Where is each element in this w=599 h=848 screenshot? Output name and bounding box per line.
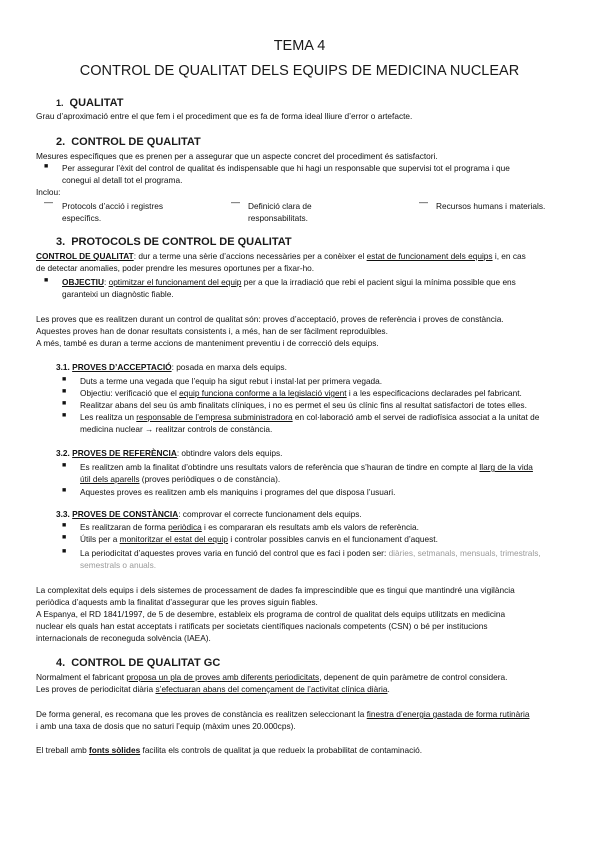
bullet-text	[62, 277, 516, 288]
bullet-text	[80, 548, 541, 559]
grey-text: semestrals o anuals.	[80, 560, 157, 570]
underlined-text: responsable de l’empresa subministradora	[136, 412, 293, 422]
text: i controlar possibles canvis en el funcionament d’aquest.	[228, 534, 438, 544]
section-title: CONTROL DE QUALITAT	[71, 136, 201, 148]
bullet-text: Realitzar abans del seu ús amb finalitats clíniques, i no es permet el seu ús clínic fins al resultat satisfactori de totes elles.	[80, 400, 527, 410]
bullet-icon: ■	[62, 548, 67, 555]
text: De forma general, es recomana que les proves de constància es realitzen seleccionant la	[36, 709, 367, 719]
bullet-text: medicina nuclear → realitzar controls de constància.	[80, 424, 273, 434]
text: Les proves de periodicitat diària	[36, 684, 156, 694]
underlined-text: periòdica	[168, 522, 202, 532]
list-item: específics.	[62, 213, 102, 223]
bullet-icon: ■	[62, 376, 67, 383]
list-item: Definició clara de	[248, 201, 312, 211]
underlined-text: finestra d’energia gastada de forma rutinària	[366, 709, 530, 719]
term: OBJECTIU	[62, 277, 104, 287]
bullet-icon: ■	[62, 388, 67, 395]
section-4-heading	[56, 657, 220, 669]
section-title: CONTROL DE QUALITAT GC	[71, 657, 221, 669]
section-3-heading	[56, 236, 292, 248]
list-item: responsabilitats.	[248, 213, 308, 223]
document-title: TEMA 4	[273, 38, 326, 54]
paragraph: Aquestes proves han de donar resultats consistents i, a més, han de ser fàcilment reproduïbles.	[36, 326, 388, 336]
text: Es realitzaran de forma	[80, 522, 169, 532]
term: fonts sòlides	[89, 745, 141, 755]
section-title: PROTOCOLS DE CONTROL DE QUALITAT	[71, 236, 292, 248]
bullet-icon: ■	[62, 400, 67, 407]
underlined-text: monitoritzar el estat del equip	[119, 534, 229, 544]
list-item: Recursos humans i materials.	[436, 201, 546, 211]
paragraph: internacionals de reconeguda solvència (IAEA).	[36, 633, 211, 643]
paragraph: Grau d’aproximació entre el que fem i el procediment que es fa de forma ideal lliure d’error o artefacte.	[36, 111, 413, 121]
bullet-text: Per assegurar l’èxit del control de qualitat és indispensable que hi hagi un responsable que supervisi tot el programa i que	[62, 163, 510, 173]
subsection-title: PROVES D’ACCEPTACIÓ	[72, 362, 172, 372]
section-2-heading	[56, 136, 201, 148]
text: : dur a terme una sèrie d’accions necessàries per a conèixer el	[133, 251, 367, 261]
text: Es realitzen amb la finalitat d’obtindre uns resultats valors de referència que s’hauran de tindre en compte al	[80, 462, 480, 472]
text: facilita els controls de qualitat ja que redueix la probabilitat de contaminació.	[140, 745, 423, 755]
bullet-icon: ■	[62, 522, 67, 529]
paragraph: periòdica d’aquests amb la finalitat d’assegurar que les proves siguin fiables.	[36, 597, 318, 607]
paragraph: i amb una taxa de dosis que no saturi l’equip (màxim unes 20.000cps).	[36, 721, 296, 731]
bullet-icon: ■	[62, 534, 67, 541]
paragraph: de detectar anomalies, poder prendre les mesures oportunes per a fixar-ho.	[36, 263, 315, 273]
text: Les realitza un	[80, 412, 137, 422]
subsection-3-2-heading	[56, 448, 282, 459]
bullet-icon: ■	[44, 163, 49, 170]
paragraph: Mesures específiques que es prenen per a assegurar que un aspecte concret del procediment és satisfactori.	[36, 151, 438, 161]
text: Objectiu: verificació que el	[80, 388, 180, 398]
paragraph	[36, 251, 526, 262]
paragraph: A Espanya, el RD 1841/1997, de 5 de desembre, estableix els programa de control de qualitat dels equips utilitzats en medicina	[36, 609, 506, 619]
bullet-icon: ■	[62, 462, 67, 469]
paragraph	[36, 745, 422, 756]
bullet-text: garanteixi un diagnòstic fiable.	[62, 289, 174, 299]
bullet-text	[80, 534, 438, 545]
text: i es compararan els resultats amb els valors de referència.	[201, 522, 419, 532]
bullet-text	[80, 474, 280, 485]
subsection-number: 3.3.	[56, 509, 70, 519]
text: i a les especificacions declarades pel fabricant.	[346, 388, 522, 398]
paragraph	[36, 672, 507, 683]
subsection-3-1-heading	[56, 362, 287, 373]
document-subtitle: CONTROL DE QUALITAT DELS EQUIPS DE MEDICINA NUCLEAR	[79, 63, 520, 79]
underlined-text: útil dels aparells	[80, 474, 140, 484]
bullet-text	[80, 388, 522, 399]
dash-icon: —	[44, 197, 53, 207]
bullet-icon: ■	[62, 487, 67, 494]
section-number: 3.	[56, 236, 66, 248]
bullet-text	[80, 412, 539, 423]
bullet-text: Duts a terme una vegada que l’equip ha sigut rebut i instal·lat per primera vegada.	[80, 376, 383, 386]
underlined-text: s’efectuaran abans del començament de l’activitat clínica diària	[155, 684, 388, 694]
subsection-title: PROVES DE REFERÈNCIA	[72, 448, 177, 458]
text: Útils per a	[80, 534, 120, 544]
bullet-text	[80, 522, 419, 533]
underlined-text: equip funciona conforme a la legislació vigent	[179, 388, 347, 398]
grey-text: diàries, setmanals, mensuals, trimestrals,	[388, 548, 541, 558]
paragraph: La complexitat dels equips i dels sistemes de processament de dades fa imprescindible que es tingui que mantindré una vigilància	[36, 585, 515, 595]
paragraph	[36, 684, 390, 695]
text: i, en cas	[492, 251, 526, 261]
underlined-text: estat de funcionament dels equips	[366, 251, 493, 261]
text: : obtindre valors dels equips.	[176, 448, 283, 458]
list-item: Protocols d’acció i registres	[62, 201, 163, 211]
text: (proves periòdiques o de constància).	[139, 474, 281, 484]
bullet-icon: ■	[44, 277, 49, 284]
underlined-text: optimitzar el funcionament del equip	[108, 277, 242, 287]
paragraph: Les proves que es realitzen durant un control de qualitat són: proves d’acceptació, proves de referència i proves de constància.	[36, 314, 504, 324]
paragraph: nuclear els quals han estat acceptats i ratificats per societats científiques nacionals competents (CSN) o bé per institucions	[36, 621, 488, 631]
paragraph	[36, 709, 530, 720]
underlined-text: proposa un pla de proves amb diferents periodicitats	[126, 672, 320, 682]
dash-icon: —	[231, 197, 240, 207]
subsection-title: PROVES DE CONSTÀNCIA	[72, 509, 179, 519]
text: .	[387, 684, 390, 694]
paragraph: Inclou:	[36, 187, 61, 197]
dash-icon: —	[419, 197, 428, 207]
section-number: 4.	[56, 657, 66, 669]
subsection-number: 3.2.	[56, 448, 70, 458]
section-1-heading	[56, 97, 123, 109]
text: : comprovar el correcte funcionament dels equips.	[178, 509, 362, 519]
text: per a que la irradiació que rebi el pacient sigui la mínima possible que ens	[241, 277, 516, 287]
text: El treball amb	[36, 745, 90, 755]
text: :	[103, 277, 109, 287]
section-number: 2.	[56, 136, 66, 148]
paragraph: A més, també es duran a terme accions de manteniment preventiu i de correcció dels equips.	[36, 338, 379, 348]
section-number: 1.	[56, 98, 64, 108]
text: La periodicitat d’aquestes proves varia en funció del control que es faci i poden ser:	[80, 548, 389, 558]
bullet-text: Aquestes proves es realitzen amb els maniquins i programes del que disposa l’usuari.	[80, 487, 396, 497]
bullet-text	[80, 462, 533, 473]
text: , depenent de quin paràmetre de control considera.	[319, 672, 508, 682]
subsection-3-3-heading	[56, 509, 362, 520]
underlined-text: llarg de la vida	[479, 462, 533, 472]
section-title: QUALITAT	[69, 97, 124, 109]
term: CONTROL DE QUALITAT	[36, 251, 134, 261]
bullet-icon: ■	[62, 412, 67, 419]
bullet-text: conegui al detall tot el programa.	[62, 175, 183, 185]
text: en col·laboració amb el servei de radiofísica associat a la unitat de	[292, 412, 540, 422]
subsection-number: 3.1.	[56, 362, 70, 372]
text: : posada en marxa dels equips.	[171, 362, 287, 372]
text: Normalment el fabricant	[36, 672, 127, 682]
